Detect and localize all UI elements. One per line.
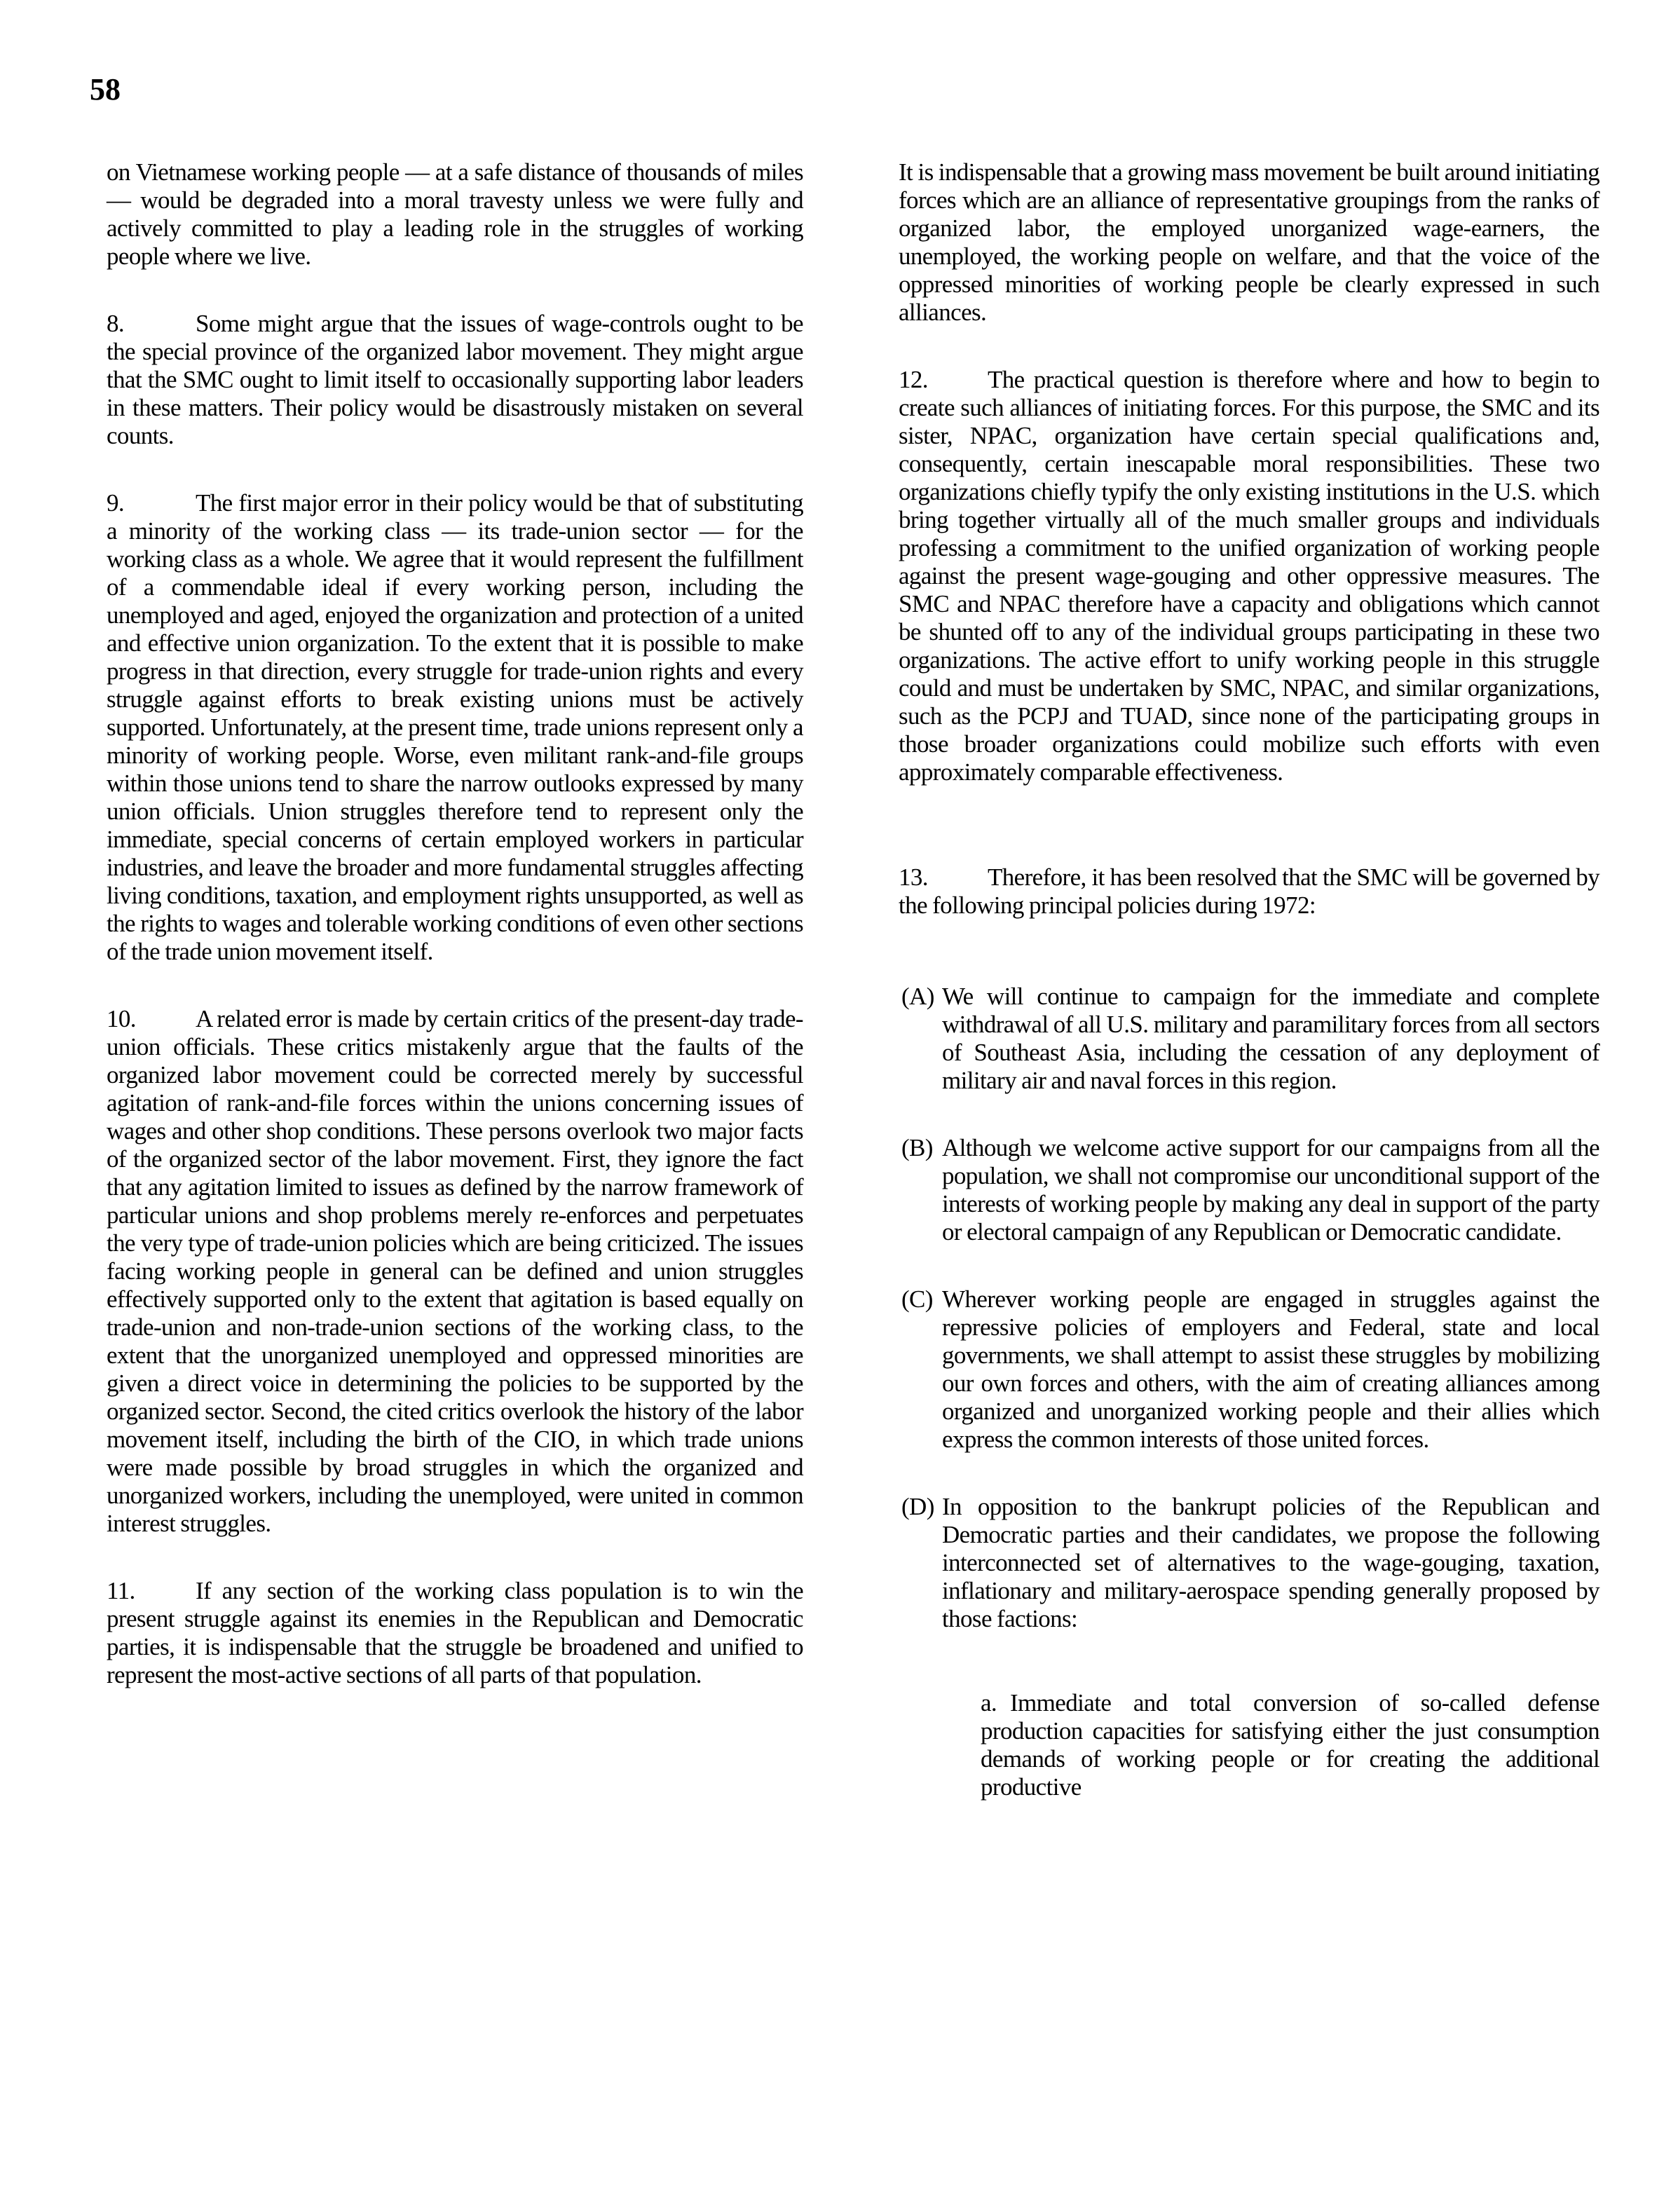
sub-item-a — [899, 1689, 1599, 1801]
policy-item-b — [901, 1134, 1599, 1246]
paragraph-text: A related error is made by certain critics of the present-day trade-union officials. These critics mistakenly argue that the faults of the organized labor movement could be corrected merely by successful agitation of rank-and-file forces within the unions concerning issues of wages and other shop conditions. These persons overlook two major facts of the organized sector of the labor movement. First, they ignore the fact that any agitation limited to issues as defined by the narrow framework of particular unions and shop problems merely re-enforces and perpetuates the very type of trade-union policies which are being criticized. The issues facing working people in general can be defined and union struggles effectively supported only to the extent that agitation is based equally on trade-union and non-trade-union sections of the working class, to the extent that the unorganized unemployed and oppressed minorities are given a direct voice in determining the policies to be supported by the organized sector. Second, the cited critics overlook the history of the labor movement itself, including the birth of the CIO, in which trade unions were made possible by broad struggles in which the organized and unorganized workers, including the unemployed, were united in common interest struggles. — [107, 1005, 803, 1537]
paragraph-number: 12. — [899, 366, 928, 393]
policy-text: Although we welcome active support for our campaigns from all the population, we shall not compromise our unconditional support of the interests of working people by making any deal in support of the party or electoral campaign of any Republican or Democratic candidate. — [942, 1134, 1599, 1245]
page-number: 58 — [90, 72, 121, 107]
policy-item-d — [901, 1493, 1599, 1633]
policy-text: In opposition to the bankrupt policies of the Republican and Democratic parties and their candidates, we propose the following interconnected set of alternatives to the wage-gouging, taxation, inflationary and military-aerospace spending generally proposed by those factions: — [942, 1493, 1599, 1632]
paragraph-8 — [107, 310, 803, 450]
paragraph-number: 8. — [107, 310, 125, 337]
paragraph-text: Some might argue that the issues of wage-controls ought to be the special province of the organized labor movement. They might argue that the SMC ought to limit itself to occasionally supporting labor leaders in these matters. Their policy would be disastrously mistaken on several counts. — [107, 310, 803, 449]
paragraph-number: 11. — [107, 1577, 135, 1604]
paragraph-number: 9. — [107, 489, 125, 517]
policy-label: (D) — [901, 1493, 934, 1520]
paragraph-text: Therefore, it has been resolved that the SMC will be governed by the following principal policies during 1972: — [899, 863, 1599, 919]
policy-item-c — [901, 1285, 1599, 1454]
paragraph-continued — [107, 158, 803, 271]
policy-item-a — [901, 983, 1599, 1095]
sub-item-label: a. — [981, 1689, 997, 1716]
right-column — [899, 158, 1599, 1801]
policy-text: We will continue to campaign for the immediate and complete withdrawal of all U.S. military and paramilitary forces from all sectors of Southeast Asia, including the cessation of any deployment of military air and naval forces in this region. — [942, 983, 1599, 1094]
policy-label: (A) — [901, 983, 934, 1010]
policy-label: (B) — [901, 1134, 933, 1161]
paragraph-number: 13. — [899, 863, 928, 891]
paragraph-text: The practical question is therefore where and how to begin to create such alliances of initiating forces. For this purpose, the SMC and its sister, NPAC, organization have certain special qualifications and, consequently, certain inescapable moral responsibilities. These two organizations chiefly typify the only existing institutions in the U.S. which bring together virtually all of the much smaller groups and individuals professing a commitment to the unified organization of working people against the present wage-gouging and other oppressive measures. The SMC and NPAC therefore have a capacity and obligations which cannot be shunted off to any of the individual groups participating in these two organizations. The active effort to unify working people in this struggle could and must be undertaken by SMC, NPAC, and similar organizations, such as the PCPJ and TUAD, since none of the participating groups in those broader organizations could mobilize such efforts with even approximately comparable effectiveness. — [899, 366, 1599, 786]
sub-item-text: Immediate and total conversion of so-called defense production capacities for satisfying either the just consumption demands of working people or for creating the additional productive — [981, 1689, 1599, 1801]
paragraph-continued-right — [899, 158, 1599, 327]
paragraph-12 — [899, 366, 1599, 786]
paragraph-13 — [899, 863, 1599, 920]
paragraph-text: It is indispensable that a growing mass movement be built around initiating forces which are an alliance of representative groupings from the ranks of organized labor, the employed unorganized wage-earners, the unemployed, the working people on welfare, and that the voice of the oppressed minorities of working people be clearly expressed in such alliances. — [899, 158, 1599, 326]
policy-text: Wherever working people are engaged in struggles against the repressive policies of employers and Federal, state and local governments, we shall attempt to assist these struggles by mobilizing our own forces and others, with the aim of creating alliances among organized and unorganized working people and their allies which express the common interests of those united forces. — [942, 1285, 1599, 1453]
paragraph-text: The first major error in their policy would be that of substituting a minority of the working class — its trade-union sector — for the working class as a whole. We agree that it would represent the fulfillment of a commendable ideal if every working person, including the unemployed and aged, enjoyed the organization and protection of a united and effective union organization. To the extent that it is possible to make progress in that direction, every struggle for trade-union rights and every struggle against efforts to break existing unions must be actively supported. Unfortunately, at the present time, trade unions represent only a minority of working people. Worse, even militant rank-and-file groups within those unions tend to share the narrow outlooks expressed by many union officials. Union struggles therefore tend to represent only the immediate, special concerns of certain employed workers in particular industries, and leave the broader and more fundamental struggles affecting living conditions, taxation, and employment rights unsupported, as well as the rights to wages and tolerable working conditions of even other sections of the trade union movement itself. — [107, 489, 803, 965]
left-column — [107, 158, 803, 1728]
paragraph-number: 10. — [107, 1005, 136, 1032]
paragraph-text: on Vietnamese working people — at a safe distance of thousands of miles — would be degraded into a moral travesty unless we were fully and actively committed to play a leading role in the struggles of working people where we live. — [107, 158, 803, 270]
paragraph-9 — [107, 489, 803, 966]
paragraph-11 — [107, 1577, 803, 1689]
policy-label: (C) — [901, 1285, 933, 1313]
paragraph-10 — [107, 1005, 803, 1538]
paragraph-text: If any section of the working class population is to win the present struggle against its enemies in the Republican and Democratic parties, it is indispensable that the struggle be broadened and unified to represent the most-active sections of all parts of that population. — [107, 1577, 803, 1688]
